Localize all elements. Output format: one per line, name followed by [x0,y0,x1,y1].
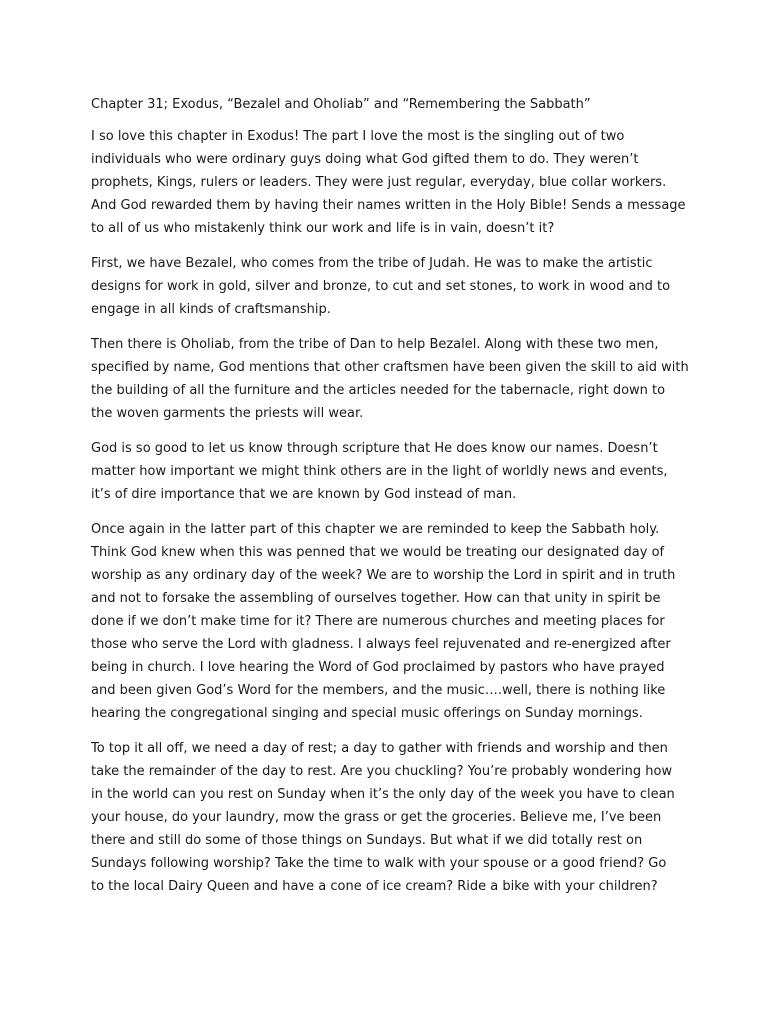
text-line: it’s of dire importance that we are known by God instead of man. [91,487,517,502]
text-line: Then there is Oholiab, from the tribe of Dan to help Bezalel. Along with these two men, [91,337,659,352]
text-line: your house, do your laundry, mow the grass or get the groceries. Believe me, I’ve been [91,810,662,825]
text-line: to all of us who mistakenly think our work and life is in vain, doesn’t it? [91,221,555,236]
text-line: Sundays following worship? Take the time to walk with your spouse or a good friend? Go [91,856,667,871]
text-line: prophets, Kings, rulers or leaders. They were just regular, everyday, blue collar workers. [91,175,667,190]
text-line: matter how important we might think others are in the light of worldly news and events, [91,464,668,479]
text-line: I so love this chapter in Exodus! The part I love the most is the singling out of two [91,129,625,144]
text-line: engage in all kinds of craftsmanship. [91,302,331,317]
text-line: in the world can you rest on Sunday when it’s the only day of the week you have to clean [91,787,675,802]
paragraph-list [91,125,691,898]
text-line: hearing the congregational singing and special music offerings on Sunday mornings. [91,706,643,721]
text-line: there and still do some of those things on Sundays. But what if we did totally rest on [91,833,643,848]
text-line: the woven garments the priests will wear. [91,406,364,421]
text-line: To top it all off, we need a day of rest; a day to gather with friends and worship and then [91,741,668,756]
text-line: God is so good to let us know through scripture that He does know our names. Doesn’t [91,441,658,456]
text-line: designs for work in gold, silver and bronze, to cut and set stones, to work in wood and to [91,279,671,294]
text-line: Think God knew when this was penned that we would be treating our designated day of [91,545,665,560]
text-line: and not to forsake the assembling of ourselves together. How can that unity in spirit be [91,591,661,606]
paragraph [91,518,691,725]
text-line: worship as any ordinary day of the week? We are to worship the Lord in spirit and in truth [91,568,676,583]
text-line: and been given God’s Word for the members, and the music….well, there is nothing like [91,683,666,698]
chapter-title: Chapter 31; Exodus, “Bezalel and Oholiab” and “Remembering the Sabbath” [91,97,591,112]
paragraph [91,737,691,898]
paragraph [91,252,691,321]
text-line: individuals who were ordinary guys doing what God gifted them to do. They weren’t [91,152,639,167]
document-body [91,93,691,910]
paragraph [91,333,691,425]
text-line: being in church. I love hearing the Word of God proclaimed by pastors who have prayed [91,660,665,675]
text-line: take the remainder of the day to rest. Are you chuckling? You’re probably wondering how [91,764,673,779]
text-line: done if we don’t make time for it? There are numerous churches and meeting places for [91,614,665,629]
text-line: And God rewarded them by having their names written in the Holy Bible! Sends a message [91,198,686,213]
text-line: First, we have Bezalel, who comes from the tribe of Judah. He was to make the artistic [91,256,653,271]
paragraph [91,437,691,506]
text-line: those who serve the Lord with gladness. I always feel rejuvenated and re-energized after [91,637,671,652]
text-line: specified by name, God mentions that other craftsmen have been given the skill to aid with [91,360,689,375]
text-line: Once again in the latter part of this chapter we are reminded to keep the Sabbath holy. [91,522,660,537]
text-line: to the local Dairy Queen and have a cone of ice cream? Ride a bike with your children? [91,879,658,894]
paragraph [91,125,691,240]
text-line: the building of all the furniture and the articles needed for the tabernacle, right down to [91,383,666,398]
